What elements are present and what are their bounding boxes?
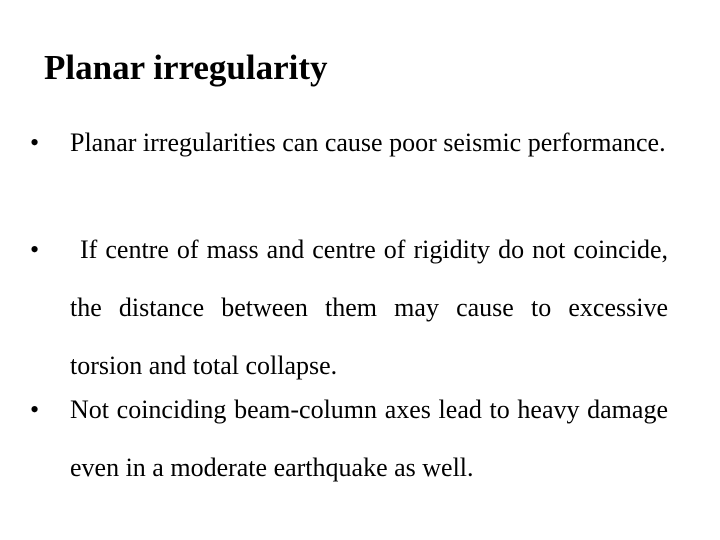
bullet-marker: • [30, 395, 40, 424]
bullet-marker: • [30, 128, 40, 157]
bullet-text: If centre of mass and centre of rigidity do not coincide, the distance between them may cause to excessive torsion and total collapse. [70, 235, 668, 380]
slide-title: Planar irregularity [44, 48, 328, 87]
bullet-text: Not coinciding beam-column axes lead to heavy damage even in a moderate earthquake as well. [70, 395, 668, 482]
bullet-text: Planar irregularities can cause poor seismic performance. [70, 128, 666, 157]
bullet-marker: • [30, 235, 40, 264]
